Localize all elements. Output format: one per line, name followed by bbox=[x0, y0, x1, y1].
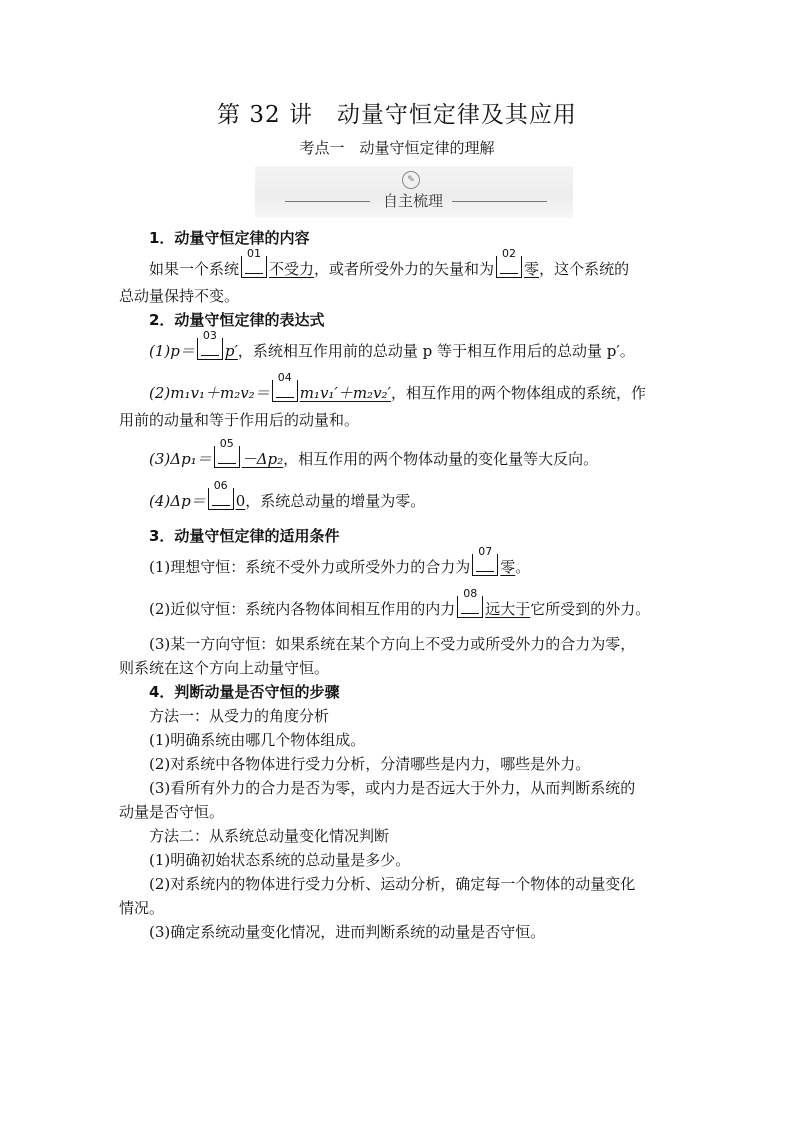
equation-line bbox=[119, 479, 676, 516]
paragraph-line bbox=[119, 247, 676, 284]
step-line: (3)确定系统动量变化情况，进而判断系统的动量是否守恒。 bbox=[149, 923, 546, 941]
blank-number: 05 bbox=[215, 438, 239, 449]
answer-box bbox=[214, 437, 240, 468]
blank-number: 04 bbox=[273, 372, 297, 383]
answer-box bbox=[197, 329, 223, 360]
banner-label: 自主梳理 bbox=[382, 192, 443, 210]
text: ，相互作用的两个物体组成的系统，作 bbox=[390, 384, 646, 402]
blank-number: 06 bbox=[209, 480, 233, 491]
lesson-title: 第 32 讲 动量守恒定律及其应用 bbox=[217, 102, 577, 128]
text: ，相互作用的两个物体动量的变化量等大反向。 bbox=[283, 450, 599, 468]
answer-box bbox=[208, 479, 234, 510]
heading-conditions: 3．动量守恒定律的适用条件 bbox=[149, 527, 340, 545]
answer-box bbox=[457, 587, 483, 618]
blank-number: 08 bbox=[458, 588, 482, 599]
method-title: 方法一：从受力的角度分析 bbox=[149, 707, 330, 725]
equation-text: (1)p＝ bbox=[149, 342, 195, 360]
step-line: (2)对系统中各物体进行受力分析，分清哪些是内力，哪些是外力。 bbox=[149, 755, 591, 773]
text: (2)近似守恒：系统内各物体间相互作用的内力 bbox=[149, 600, 456, 618]
step-line: (3)看所有外力的合力是否为零，或内力是否远大于外力，从而判断系统的 bbox=[149, 779, 636, 797]
banner-divider-right bbox=[452, 201, 547, 202]
equation-text: (3)Δp₁＝ bbox=[149, 450, 212, 468]
answer-box bbox=[496, 247, 522, 278]
leaf-icon: ✎ bbox=[402, 171, 420, 189]
answer-text: 0 bbox=[235, 492, 246, 510]
step-line: (1)明确系统由哪几个物体组成。 bbox=[149, 731, 366, 749]
paragraph-line: 总动量保持不变。 bbox=[119, 287, 240, 305]
blank-number: 01 bbox=[242, 248, 266, 259]
paragraph-line bbox=[119, 587, 676, 624]
paragraph-line: 用前的动量和等于作用后的动量和。 bbox=[119, 411, 360, 429]
answer-box bbox=[272, 371, 298, 402]
answer-box bbox=[472, 545, 498, 576]
equation-text: (2)m₁v₁＋m₂v₂＝ bbox=[149, 384, 270, 402]
answer-text: －Δp₂ bbox=[241, 450, 284, 468]
heading-content: 1．动量守恒定律的内容 bbox=[149, 229, 310, 247]
step-line: 动量是否守恒。 bbox=[119, 803, 225, 821]
text: 它所受到的外力。 bbox=[530, 600, 651, 618]
equation-line bbox=[119, 371, 676, 408]
content-body bbox=[119, 226, 676, 944]
answer-text: p′ bbox=[224, 342, 238, 360]
method-title: 方法二：从系统总动量变化情况判断 bbox=[149, 827, 390, 845]
blank-number: 02 bbox=[497, 248, 521, 259]
text: 如果一个系统 bbox=[149, 260, 240, 278]
self-study-banner bbox=[255, 166, 573, 218]
answer-text: 零 bbox=[524, 260, 540, 278]
text: ，系统相互作用前的总动量 p 等于相互作用后的总动量 p′。 bbox=[237, 342, 635, 360]
step-line: (2)对系统内的物体进行受力分析、运动分析，确定每一个物体的动量变化 bbox=[149, 875, 636, 893]
answer-text: 零 bbox=[500, 558, 516, 576]
equation-line bbox=[119, 329, 676, 366]
text: ，或者所受外力的矢量和为 bbox=[314, 260, 495, 278]
paragraph-line: 则系统在这个方向上动量守恒。 bbox=[119, 659, 330, 677]
banner-divider-left bbox=[285, 201, 370, 202]
answer-text: m₁v₁′＋m₂v₂′ bbox=[299, 384, 391, 402]
answer-box bbox=[241, 247, 267, 278]
blank-number: 07 bbox=[473, 546, 497, 557]
text: (1)理想守恒：系统不受外力或所受外力的合力为 bbox=[149, 558, 471, 576]
answer-text: 不受力 bbox=[269, 260, 315, 278]
step-line: (1)明确初始状态系统的总动量是多少。 bbox=[149, 851, 411, 869]
equation-line bbox=[119, 437, 676, 474]
heading-expression: 2．动量守恒定律的表达式 bbox=[149, 311, 325, 329]
step-line: 情况。 bbox=[119, 899, 165, 917]
blank-number: 03 bbox=[198, 330, 222, 341]
paragraph-line bbox=[119, 545, 676, 582]
paragraph-line: (3)某一方向守恒：如果系统在某个方向上不受力或所受外力的合力为零， bbox=[149, 635, 636, 653]
heading-steps: 4．判断动量是否守恒的步骤 bbox=[149, 683, 340, 701]
answer-text: 远大于 bbox=[485, 600, 531, 618]
equation-text: (4)Δp＝ bbox=[149, 492, 206, 510]
text: ，这个系统的 bbox=[539, 260, 630, 278]
section-subtitle: 考点一 动量守恒定律的理解 bbox=[299, 139, 495, 157]
text: 。 bbox=[515, 558, 531, 576]
text: ，系统总动量的增量为零。 bbox=[245, 492, 426, 510]
